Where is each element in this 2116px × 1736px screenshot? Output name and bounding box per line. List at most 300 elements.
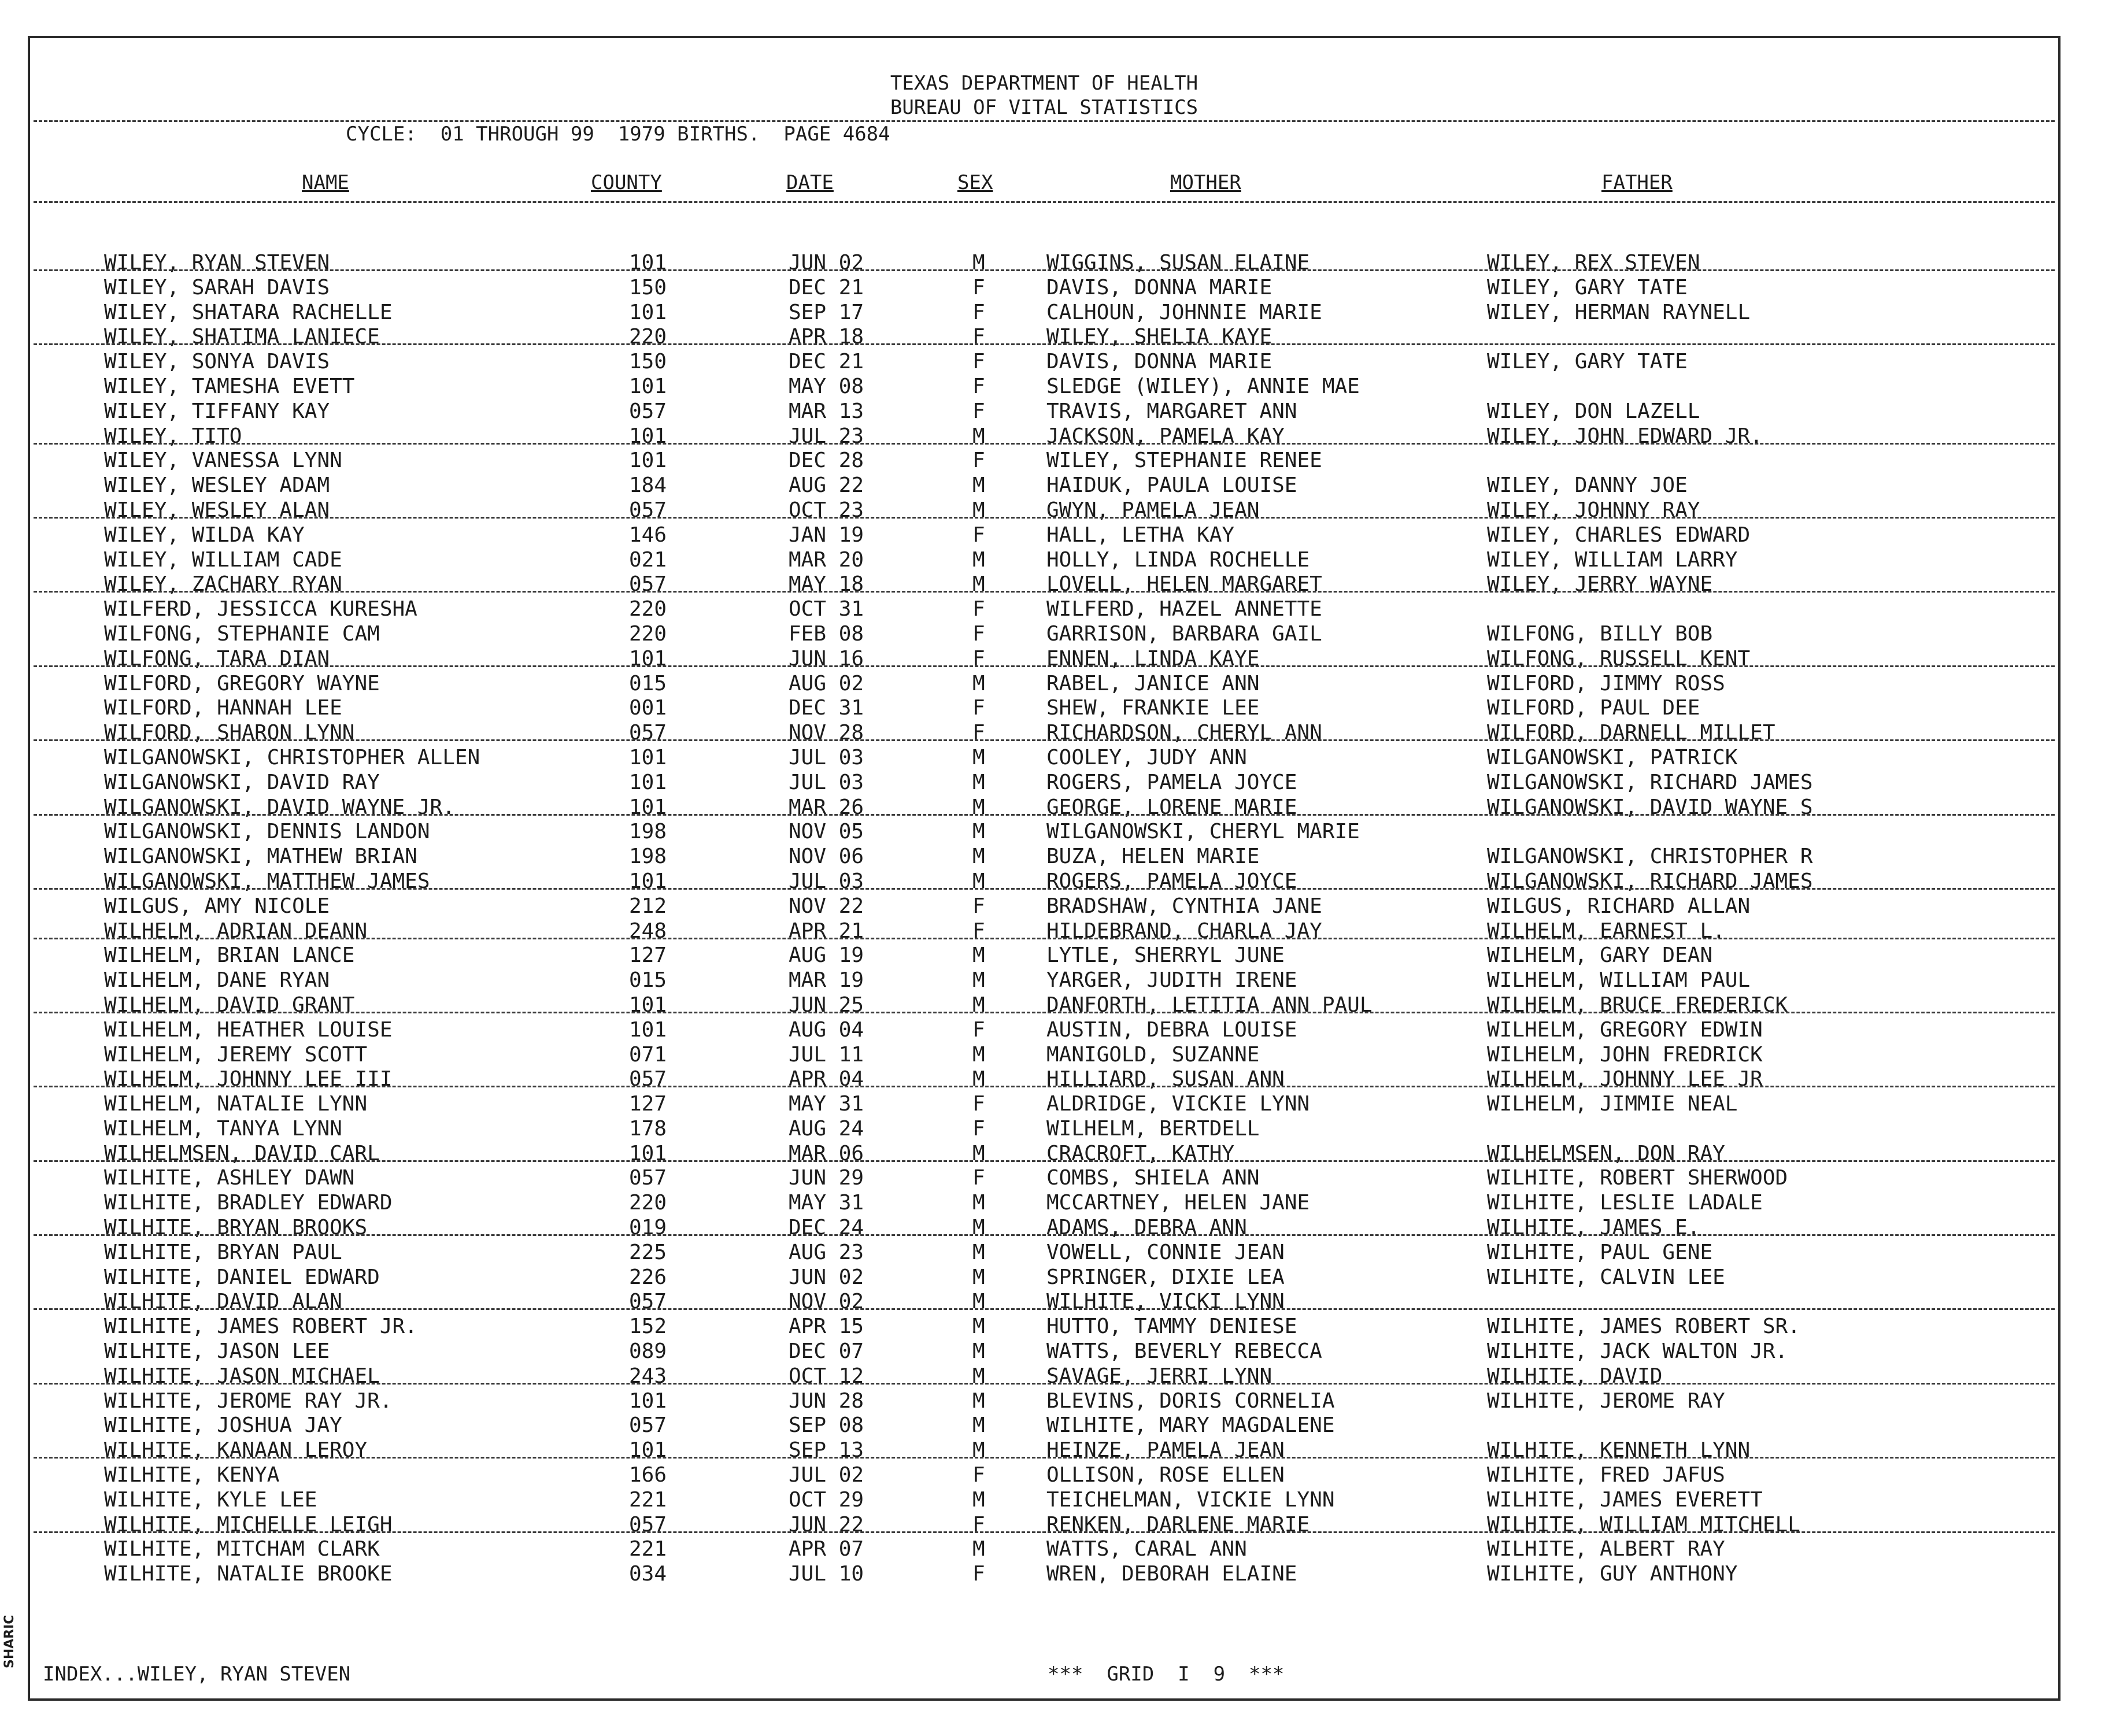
cell-mother: WILGANOWSKI, CHERYL MARIE bbox=[1046, 820, 1360, 844]
table-row bbox=[30, 1513, 2058, 1538]
cell-name: WILHELM, ADRIAN DEANN bbox=[104, 919, 368, 943]
cell-county: 057 bbox=[629, 1166, 667, 1190]
cell-date: JUN 16 bbox=[789, 646, 864, 671]
cell-sex: M bbox=[972, 424, 985, 448]
cell-name: WILGANOWSKI, DAVID RAY bbox=[104, 770, 380, 794]
cell-mother: HAIDUK, PAULA LOUISE bbox=[1046, 473, 1297, 498]
table-row bbox=[30, 845, 2058, 869]
cell-name: WILHITE, KANAAN LEROY bbox=[104, 1438, 368, 1463]
cell-county: 101 bbox=[629, 869, 667, 893]
table-row bbox=[30, 473, 2058, 498]
cell-name: WILEY, WESLEY ADAM bbox=[104, 473, 330, 498]
cell-date: JUL 02 bbox=[789, 1463, 864, 1487]
cell-sex: F bbox=[972, 399, 985, 423]
cell-name: WILHELM, TANYA LYNN bbox=[104, 1116, 342, 1141]
cell-date: JUN 22 bbox=[789, 1512, 864, 1537]
table-row bbox=[30, 869, 2058, 894]
table-row bbox=[30, 795, 2058, 820]
cell-date: APR 21 bbox=[789, 919, 864, 943]
cell-mother: WILEY, STEPHANIE RENEE bbox=[1046, 449, 1322, 473]
cell-sex: M bbox=[972, 1290, 985, 1314]
cell-mother: WILFERD, HAZEL ANNETTE bbox=[1046, 597, 1322, 621]
cell-date: MAY 08 bbox=[789, 374, 864, 398]
table-row bbox=[30, 993, 2058, 1018]
cell-county: 057 bbox=[629, 399, 667, 423]
cell-father: WILHELM, JOHN FREDRICK bbox=[1487, 1042, 1763, 1067]
printout-sheet bbox=[28, 36, 2060, 1701]
cell-name: WILHELM, JOHNNY LEE III bbox=[104, 1067, 393, 1091]
cell-date: AUG 23 bbox=[789, 1240, 864, 1264]
cell-date: APR 15 bbox=[789, 1315, 864, 1339]
cell-mother: WILHITE, MARY MAGDALENE bbox=[1046, 1413, 1335, 1438]
cell-mother: HILLIARD, SUSAN ANN bbox=[1046, 1067, 1285, 1091]
cell-name: WILEY, WILDA KAY bbox=[104, 523, 305, 547]
cell-sex: M bbox=[972, 547, 985, 572]
cell-date: JUL 23 bbox=[789, 424, 864, 448]
column-header-divider bbox=[34, 201, 2055, 203]
cell-date: DEC 21 bbox=[789, 275, 864, 299]
cell-mother: WIGGINS, SUSAN ELAINE bbox=[1046, 251, 1310, 275]
cell-mother: WILHELM, BERTDELL bbox=[1046, 1116, 1260, 1141]
cell-date: NOV 02 bbox=[789, 1290, 864, 1314]
cell-county: 057 bbox=[629, 1512, 667, 1537]
cell-mother: AUSTIN, DEBRA LOUISE bbox=[1046, 1017, 1297, 1042]
cell-name: WILFORD, HANNAH LEE bbox=[104, 696, 342, 720]
cycle-line: CYCLE: 01 THROUGH 99 1979 BIRTHS. PAGE 4684 bbox=[346, 123, 890, 146]
cell-sex: F bbox=[972, 275, 985, 299]
cell-date: DEC 21 bbox=[789, 350, 864, 374]
cell-county: 057 bbox=[629, 498, 667, 522]
cell-sex: M bbox=[972, 845, 985, 869]
cell-sex: M bbox=[972, 1537, 985, 1561]
cell-sex: F bbox=[972, 1512, 985, 1537]
cell-date: JUL 10 bbox=[789, 1562, 864, 1586]
table-row bbox=[30, 597, 2058, 622]
cell-date: MAY 18 bbox=[789, 572, 864, 597]
table-row bbox=[30, 1537, 2058, 1562]
cell-county: 212 bbox=[629, 894, 667, 918]
cell-sex: M bbox=[972, 1487, 985, 1512]
cell-sex: F bbox=[972, 1463, 985, 1487]
cell-county: 243 bbox=[629, 1364, 667, 1388]
cell-name: WILHELM, JEREMY SCOTT bbox=[104, 1042, 368, 1067]
cell-date: MAY 31 bbox=[789, 1092, 864, 1116]
cell-county: 225 bbox=[629, 1240, 667, 1264]
cell-mother: BUZA, HELEN MARIE bbox=[1046, 845, 1260, 869]
cell-sex: M bbox=[972, 993, 985, 1017]
cell-name: WILEY, TITO bbox=[104, 424, 242, 448]
table-row bbox=[30, 399, 2058, 424]
cell-name: WILFERD, JESSICCA KURESHA bbox=[104, 597, 417, 621]
cell-county: 101 bbox=[629, 1438, 667, 1463]
cell-county: 221 bbox=[629, 1537, 667, 1561]
table-row bbox=[30, 1265, 2058, 1290]
cell-date: NOV 28 bbox=[789, 721, 864, 745]
cell-mother: ALDRIDGE, VICKIE LYNN bbox=[1046, 1092, 1310, 1116]
cell-date: AUG 22 bbox=[789, 473, 864, 498]
cell-father: WILEY, REX STEVEN bbox=[1487, 251, 1700, 275]
table-row bbox=[30, 1117, 2058, 1142]
table-row bbox=[30, 1562, 2058, 1587]
cell-date: AUG 04 bbox=[789, 1017, 864, 1042]
cell-sex: M bbox=[972, 1216, 985, 1240]
cell-name: WILFORD, GREGORY WAYNE bbox=[104, 671, 380, 695]
cell-county: 127 bbox=[629, 943, 667, 968]
cell-county: 057 bbox=[629, 1413, 667, 1438]
cell-name: WILFONG, STEPHANIE CAM bbox=[104, 621, 380, 646]
cell-mother: SLEDGE (WILEY), ANNIE MAE bbox=[1046, 374, 1360, 398]
cell-mother: MCCARTNEY, HELEN JANE bbox=[1046, 1191, 1310, 1215]
cell-mother: DAVIS, DONNA MARIE bbox=[1046, 350, 1272, 374]
table-row bbox=[30, 820, 2058, 845]
cell-sex: M bbox=[972, 770, 985, 794]
cell-father: WILHITE, JEROME RAY bbox=[1487, 1389, 1725, 1413]
cell-father: WILHITE, DAVID bbox=[1487, 1364, 1663, 1388]
cell-father: WILHITE, JAMES EVERETT bbox=[1487, 1487, 1763, 1512]
cell-county: 248 bbox=[629, 919, 667, 943]
cell-sex: F bbox=[972, 646, 985, 671]
cell-name: WILHITE, JOSHUA JAY bbox=[104, 1413, 342, 1438]
cell-mother: HUTTO, TAMMY DENIESE bbox=[1046, 1315, 1297, 1339]
cell-sex: M bbox=[972, 572, 985, 597]
cell-mother: JACKSON, PAMELA KAY bbox=[1046, 424, 1285, 448]
cell-name: WILEY, SONYA DAVIS bbox=[104, 350, 330, 374]
cell-name: WILGANOWSKI, DENNIS LANDON bbox=[104, 820, 430, 844]
cell-sex: F bbox=[972, 523, 985, 547]
cell-sex: F bbox=[972, 894, 985, 918]
cell-date: OCT 31 bbox=[789, 597, 864, 621]
cell-date: AUG 24 bbox=[789, 1116, 864, 1141]
cell-father: WILHITE, GUY ANTHONY bbox=[1487, 1562, 1738, 1586]
cell-date: DEC 07 bbox=[789, 1339, 864, 1364]
cell-mother: RABEL, JANICE ANN bbox=[1046, 671, 1260, 695]
cell-father: WILHITE, JACK WALTON JR. bbox=[1487, 1339, 1788, 1364]
table-row bbox=[30, 1191, 2058, 1216]
cell-name: WILHELM, NATALIE LYNN bbox=[104, 1092, 368, 1116]
cell-county: 034 bbox=[629, 1562, 667, 1586]
cell-county: 101 bbox=[629, 449, 667, 473]
column-header-name: NAME bbox=[302, 171, 349, 194]
cell-date: MAR 20 bbox=[789, 547, 864, 572]
cell-mother: WREN, DEBORAH ELAINE bbox=[1046, 1562, 1297, 1586]
column-header-county: COUNTY bbox=[591, 171, 662, 194]
cell-date: OCT 23 bbox=[789, 498, 864, 522]
cell-father: WILGANOWSKI, RICHARD JAMES bbox=[1487, 770, 1813, 794]
cell-date: JUN 25 bbox=[789, 993, 864, 1017]
cell-sex: F bbox=[972, 1116, 985, 1141]
cell-name: WILGUS, AMY NICOLE bbox=[104, 894, 330, 918]
cell-date: JUL 11 bbox=[789, 1042, 864, 1067]
cell-mother: WATTS, CARAL ANN bbox=[1046, 1537, 1247, 1561]
table-row bbox=[30, 894, 2058, 919]
cell-date: MAR 13 bbox=[789, 399, 864, 423]
cell-county: 101 bbox=[629, 1141, 667, 1165]
cell-mother: WILEY, SHELIA KAYE bbox=[1046, 325, 1272, 349]
table-row bbox=[30, 647, 2058, 672]
cell-county: 221 bbox=[629, 1487, 667, 1512]
cell-name: WILHITE, BRYAN PAUL bbox=[104, 1240, 342, 1264]
cell-name: WILGANOWSKI, DAVID WAYNE JR. bbox=[104, 795, 455, 819]
cell-father: WILGANOWSKI, CHRISTOPHER R bbox=[1487, 845, 1813, 869]
table-row bbox=[30, 1092, 2058, 1117]
cell-county: 089 bbox=[629, 1339, 667, 1364]
cell-county: 101 bbox=[629, 993, 667, 1017]
cell-mother: CRACROFT, KATHY bbox=[1046, 1141, 1235, 1165]
cell-name: WILHITE, ASHLEY DAWN bbox=[104, 1166, 355, 1190]
cell-county: 057 bbox=[629, 1290, 667, 1314]
cell-mother: RENKEN, DARLENE MARIE bbox=[1046, 1512, 1310, 1537]
cell-county: 198 bbox=[629, 845, 667, 869]
cell-mother: ENNEN, LINDA KAYE bbox=[1046, 646, 1260, 671]
table-row bbox=[30, 1067, 2058, 1092]
table-row bbox=[30, 746, 2058, 771]
cell-sex: F bbox=[972, 1017, 985, 1042]
cell-mother: GWYN, PAMELA JEAN bbox=[1046, 498, 1260, 522]
cell-county: 015 bbox=[629, 968, 667, 993]
cell-father: WILHELM, JIMMIE NEAL bbox=[1487, 1092, 1738, 1116]
table-row bbox=[30, 276, 2058, 301]
cell-sex: F bbox=[972, 325, 985, 349]
cell-name: WILEY, VANESSA LYNN bbox=[104, 449, 342, 473]
cell-father: WILEY, JOHNNY RAY bbox=[1487, 498, 1700, 522]
cell-county: 101 bbox=[629, 251, 667, 275]
cell-date: JUL 03 bbox=[789, 770, 864, 794]
cell-county: 226 bbox=[629, 1265, 667, 1289]
cell-county: 184 bbox=[629, 473, 667, 498]
cell-sex: F bbox=[972, 1562, 985, 1586]
cell-mother: COOLEY, JUDY ANN bbox=[1046, 745, 1247, 769]
cell-mother: GARRISON, BARBARA GAIL bbox=[1046, 621, 1322, 646]
cell-county: 220 bbox=[629, 621, 667, 646]
cell-mother: LOVELL, HELEN MARGARET bbox=[1046, 572, 1322, 597]
cell-father: WILEY, JOHN EDWARD JR. bbox=[1487, 424, 1763, 448]
cell-county: 150 bbox=[629, 275, 667, 299]
cell-date: JUN 28 bbox=[789, 1389, 864, 1413]
table-row bbox=[30, 1166, 2058, 1191]
column-header-date: DATE bbox=[786, 171, 834, 194]
cell-father: WILEY, GARY TATE bbox=[1487, 350, 1688, 374]
cell-date: APR 07 bbox=[789, 1537, 864, 1561]
cell-sex: F bbox=[972, 621, 985, 646]
cell-date: NOV 22 bbox=[789, 894, 864, 918]
cell-county: 166 bbox=[629, 1463, 667, 1487]
cell-county: 101 bbox=[629, 300, 667, 324]
cell-mother: TEICHELMAN, VICKIE LYNN bbox=[1046, 1487, 1335, 1512]
cell-mother: ROGERS, PAMELA JOYCE bbox=[1046, 869, 1297, 893]
cell-father: WILEY, CHARLES EDWARD bbox=[1487, 523, 1751, 547]
table-row bbox=[30, 1339, 2058, 1364]
cell-sex: F bbox=[972, 350, 985, 374]
cell-name: WILEY, SHATIMA LANIECE bbox=[104, 325, 380, 349]
table-row bbox=[30, 672, 2058, 697]
cell-date: NOV 06 bbox=[789, 845, 864, 869]
cell-name: WILHITE, BRYAN BROOKS bbox=[104, 1216, 368, 1240]
cell-mother: YARGER, JUDITH IRENE bbox=[1046, 968, 1297, 993]
cell-father: WILHELMSEN, DON RAY bbox=[1487, 1141, 1725, 1165]
cell-father: WILGANOWSKI, PATRICK bbox=[1487, 745, 1738, 769]
report-subtitle: BUREAU OF VITAL STATISTICS bbox=[890, 96, 1198, 119]
cell-father: WILHITE, WILLIAM MITCHELL bbox=[1487, 1512, 1800, 1537]
cell-father: WILGUS, RICHARD ALLAN bbox=[1487, 894, 1751, 918]
cell-father: WILEY, WILLIAM LARRY bbox=[1487, 547, 1738, 572]
cell-date: SEP 17 bbox=[789, 300, 864, 324]
cell-sex: F bbox=[972, 696, 985, 720]
cell-mother: CALHOUN, JOHNNIE MARIE bbox=[1046, 300, 1322, 324]
birth-records-table bbox=[30, 251, 2058, 1587]
cell-sex: M bbox=[972, 968, 985, 993]
cell-date: JUN 02 bbox=[789, 1265, 864, 1289]
cell-county: 057 bbox=[629, 721, 667, 745]
cell-father: WILEY, DON LAZELL bbox=[1487, 399, 1700, 423]
cell-sex: M bbox=[972, 1438, 985, 1463]
cell-county: 021 bbox=[629, 547, 667, 572]
table-row bbox=[30, 301, 2058, 325]
cell-county: 220 bbox=[629, 597, 667, 621]
cell-date: SEP 08 bbox=[789, 1413, 864, 1438]
cell-date: JUN 29 bbox=[789, 1166, 864, 1190]
cell-mother: BLEVINS, DORIS CORNELIA bbox=[1046, 1389, 1335, 1413]
cell-date: JUL 03 bbox=[789, 745, 864, 769]
cell-mother: HOLLY, LINDA ROCHELLE bbox=[1046, 547, 1310, 572]
cell-mother: WATTS, BEVERLY REBECCA bbox=[1046, 1339, 1322, 1364]
table-row bbox=[30, 1216, 2058, 1241]
table-row bbox=[30, 498, 2058, 523]
cell-sex: M bbox=[972, 869, 985, 893]
cell-name: WILEY, SARAH DAVIS bbox=[104, 275, 330, 299]
cell-father: WILGANOWSKI, DAVID WAYNE S bbox=[1487, 795, 1813, 819]
cell-sex: F bbox=[972, 1166, 985, 1190]
cell-name: WILEY, SHATARA RACHELLE bbox=[104, 300, 393, 324]
cell-father: WILHITE, ROBERT SHERWOOD bbox=[1487, 1166, 1788, 1190]
cell-sex: F bbox=[972, 1092, 985, 1116]
cell-county: 057 bbox=[629, 1067, 667, 1091]
cell-date: JUN 02 bbox=[789, 251, 864, 275]
cell-mother: ADAMS, DEBRA ANN bbox=[1046, 1216, 1247, 1240]
cell-name: WILFONG, TARA DIAN bbox=[104, 646, 330, 671]
cell-mother: SAVAGE, JERRI LYNN bbox=[1046, 1364, 1272, 1388]
cell-father: WILHITE, ALBERT RAY bbox=[1487, 1537, 1725, 1561]
cell-sex: M bbox=[972, 1042, 985, 1067]
cell-date: JUL 03 bbox=[789, 869, 864, 893]
table-row bbox=[30, 1364, 2058, 1389]
cell-county: 101 bbox=[629, 1017, 667, 1042]
cell-name: WILGANOWSKI, CHRISTOPHER ALLEN bbox=[104, 745, 480, 769]
cell-father: WILHELM, WILLIAM PAUL bbox=[1487, 968, 1751, 993]
cell-date: APR 18 bbox=[789, 325, 864, 349]
cell-mother: LYTLE, SHERRYL JUNE bbox=[1046, 943, 1285, 968]
table-row bbox=[30, 721, 2058, 746]
cell-father: WILEY, JERRY WAYNE bbox=[1487, 572, 1713, 597]
cell-name: WILEY, RYAN STEVEN bbox=[104, 251, 330, 275]
cell-father: WILFONG, BILLY BOB bbox=[1487, 621, 1713, 646]
cell-date: DEC 28 bbox=[789, 449, 864, 473]
cell-name: WILHITE, KENYA bbox=[104, 1463, 280, 1487]
header-divider bbox=[34, 120, 2055, 122]
table-row bbox=[30, 523, 2058, 548]
cell-father: WILHITE, LESLIE LADALE bbox=[1487, 1191, 1763, 1215]
cell-mother: DAVIS, DONNA MARIE bbox=[1046, 275, 1272, 299]
cell-name: WILHELM, BRIAN LANCE bbox=[104, 943, 355, 968]
cell-name: WILEY, TAMESHA EVETT bbox=[104, 374, 355, 398]
cell-name: WILHITE, DAVID ALAN bbox=[104, 1290, 342, 1314]
cell-sex: M bbox=[972, 1141, 985, 1165]
cell-sex: M bbox=[972, 1413, 985, 1438]
cell-father: WILHITE, JAMES ROBERT SR. bbox=[1487, 1315, 1800, 1339]
cell-date: MAR 26 bbox=[789, 795, 864, 819]
cell-sex: F bbox=[972, 300, 985, 324]
cell-date: JAN 19 bbox=[789, 523, 864, 547]
table-row bbox=[30, 1438, 2058, 1463]
cell-sex: M bbox=[972, 1339, 985, 1364]
cell-name: WILHITE, JAMES ROBERT JR. bbox=[104, 1315, 417, 1339]
cell-sex: M bbox=[972, 1389, 985, 1413]
cell-name: WILEY, ZACHARY RYAN bbox=[104, 572, 342, 597]
cell-mother: HALL, LETHA KAY bbox=[1046, 523, 1235, 547]
cell-name: WILHITE, DANIEL EDWARD bbox=[104, 1265, 380, 1289]
table-row bbox=[30, 1463, 2058, 1488]
cell-name: WILEY, TIFFANY KAY bbox=[104, 399, 330, 423]
cell-date: MAR 06 bbox=[789, 1141, 864, 1165]
cell-name: WILHITE, NATALIE BROOKE bbox=[104, 1562, 393, 1586]
cell-father: WILHELM, EARNEST L. bbox=[1487, 919, 1725, 943]
cell-name: WILHELM, HEATHER LOUISE bbox=[104, 1017, 393, 1042]
cell-father: WILGANOWSKI, RICHARD JAMES bbox=[1487, 869, 1813, 893]
cell-father: WILHITE, JAMES E. bbox=[1487, 1216, 1700, 1240]
cell-county: 071 bbox=[629, 1042, 667, 1067]
cell-name: WILEY, WESLEY ALAN bbox=[104, 498, 330, 522]
cell-date: AUG 19 bbox=[789, 943, 864, 968]
cell-father: WILHELM, BRUCE FREDERICK bbox=[1487, 993, 1788, 1017]
cell-mother: BRADSHAW, CYNTHIA JANE bbox=[1046, 894, 1322, 918]
cell-date: DEC 24 bbox=[789, 1216, 864, 1240]
cell-mother: SHEW, FRANKIE LEE bbox=[1046, 696, 1260, 720]
cell-name: WILGANOWSKI, MATTHEW JAMES bbox=[104, 869, 430, 893]
table-row bbox=[30, 350, 2058, 375]
footer-grid: *** GRID I 9 *** bbox=[1048, 1663, 1285, 1686]
cell-sex: F bbox=[972, 721, 985, 745]
cell-sex: M bbox=[972, 473, 985, 498]
cell-sex: M bbox=[972, 820, 985, 844]
cell-sex: F bbox=[972, 597, 985, 621]
cell-county: 101 bbox=[629, 424, 667, 448]
cell-date: FEB 08 bbox=[789, 621, 864, 646]
cell-date: OCT 12 bbox=[789, 1364, 864, 1388]
table-row bbox=[30, 771, 2058, 795]
cell-father: WILFORD, PAUL DEE bbox=[1487, 696, 1700, 720]
cell-county: 015 bbox=[629, 671, 667, 695]
cell-name: WILHITE, JEROME RAY JR. bbox=[104, 1389, 393, 1413]
cell-sex: M bbox=[972, 1265, 985, 1289]
cell-father: WILEY, GARY TATE bbox=[1487, 275, 1688, 299]
column-header-mother: MOTHER bbox=[1170, 171, 1241, 194]
column-header-father: FATHER bbox=[1601, 171, 1673, 194]
cell-father: WILHITE, PAUL GENE bbox=[1487, 1240, 1713, 1264]
table-row bbox=[30, 1488, 2058, 1513]
cell-mother: COMBS, SHIELA ANN bbox=[1046, 1166, 1260, 1190]
table-row bbox=[30, 251, 2058, 276]
cell-county: 150 bbox=[629, 350, 667, 374]
cell-name: WILHELM, DANE RYAN bbox=[104, 968, 330, 993]
column-header-sex: SEX bbox=[957, 171, 993, 194]
cell-sex: F bbox=[972, 449, 985, 473]
cell-county: 019 bbox=[629, 1216, 667, 1240]
cell-county: 101 bbox=[629, 745, 667, 769]
cell-mother: ROGERS, PAMELA JOYCE bbox=[1046, 770, 1297, 794]
cell-name: WILHITE, JASON MICHAEL bbox=[104, 1364, 380, 1388]
cell-county: 146 bbox=[629, 523, 667, 547]
cell-father: WILFONG, RUSSELL KENT bbox=[1487, 646, 1751, 671]
table-row bbox=[30, 1389, 2058, 1414]
